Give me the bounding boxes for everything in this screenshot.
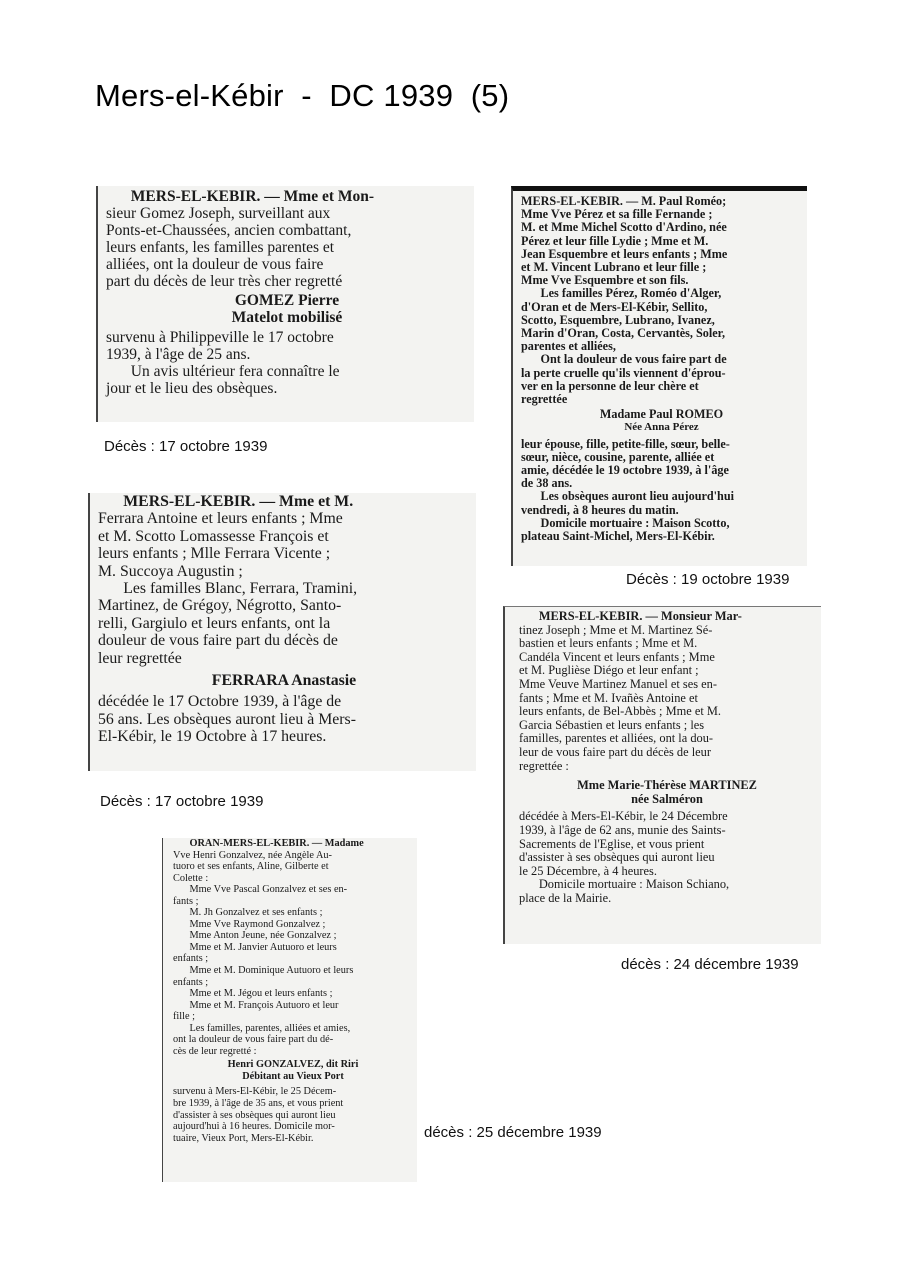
clip-line: Ponts-et-Chaussées, ancien combattant, <box>106 222 352 240</box>
clip-line: tuaire, Vieux Port, Mers-El-Kébir. <box>173 1132 314 1144</box>
clip-caption: Décès : 17 octobre 1939 <box>100 793 264 810</box>
clip-line: Jean Esquembre et leurs enfants ; Mme <box>521 246 728 261</box>
clip-line: et M. Scotto Lomassesse François et <box>98 527 329 545</box>
clip-line: bre 1939, à l'âge de 35 ans, et vous prient <box>173 1098 344 1110</box>
obituary-clipping-romeo <box>511 186 807 566</box>
clip-caption: Décès : 17 octobre 1939 <box>104 438 268 455</box>
clip-line: bastien et leurs enfants ; Mme et M. <box>519 636 698 651</box>
clip-line: et M. Puglièse Diégo et leur enfant ; <box>519 663 699 678</box>
clip-line: Sacrements de l'Eglise, et vous prient <box>519 836 705 851</box>
deceased-name: Henri GONZALVEZ, dit Riri <box>227 1059 359 1071</box>
clip-line: tuoro et ses enfants, Aline, Gilberte et <box>173 861 329 873</box>
clip-line: d'assister à ses obsèques qui auront lieu <box>519 850 715 865</box>
clip-line: vendredi, à 8 heures du matin. <box>521 502 679 517</box>
clip-caption: décès : 25 décembre 1939 <box>424 1124 602 1141</box>
clip-line: part du décès de leur très cher regretté <box>106 273 343 291</box>
clip-line: Vve Henri Gonzalvez, née Angèle Au- <box>173 849 332 861</box>
clip-line: leurs enfants ; Mlle Ferrara Vicente ; <box>98 545 331 563</box>
deceased-subtitle: Née Anna Pérez <box>624 421 699 434</box>
obituary-clipping-martinez <box>503 606 821 944</box>
clip-line: sœur, nièce, cousine, parente, alliée et <box>521 449 715 464</box>
clip-line: aujourd'hui à 16 heures. Domicile mor- <box>173 1121 335 1133</box>
clip-line: MERS-EL-KEBIR. — Monsieur Mar- <box>538 609 742 623</box>
clip-line: El-Kébir, le 19 Octobre à 17 heures. <box>98 728 327 746</box>
clip-line: le 25 Décembre, à 4 heures. <box>519 863 657 878</box>
clip-line: 1939, à l'âge de 62 ans, munie des Saints- <box>519 822 726 837</box>
clip-line: Mme Vve Pérez et sa fille Fernande ; <box>521 207 713 222</box>
clip-caption: décès : 24 décembre 1939 <box>621 956 799 973</box>
clip-line: ORAN-MERS-EL-KEBIR. — Madame <box>189 838 364 849</box>
clip-line: relli, Gargiulo et leurs enfants, ont la <box>98 614 331 632</box>
clip-line: Mme et M. Dominique Autuoro et leurs <box>189 965 354 977</box>
clip-line: leur épouse, fille, petite-fille, sœur, belle- <box>521 436 730 451</box>
clip-line: M. et Mme Michel Scotto d'Ardino, née <box>521 220 727 235</box>
clip-line: familles, parentes et alliées, ont la dou- <box>519 731 714 746</box>
clip-line: Les obsèques auront lieu aujourd'hui <box>540 489 734 504</box>
clip-line: M. Jh Gonzalvez et ses enfants ; <box>189 907 323 919</box>
deceased-subtitle: Débitant au Vieux Port <box>242 1070 344 1082</box>
page-title: Mers-el-Kébir - DC 1939 (5) <box>95 78 510 113</box>
clip-line: 1939, à l'âge de 25 ans. <box>106 345 251 363</box>
deceased-subtitle: née Salméron <box>631 791 703 806</box>
clip-line: Les familles, parentes, alliées et amies, <box>189 1022 351 1034</box>
obituary-clipping-gonzalvez <box>162 838 417 1182</box>
clip-line: enfants ; <box>173 976 209 988</box>
clip-line: d'assister à ses obsèques qui auront lieu <box>173 1109 336 1121</box>
clip-line: douleur de vous faire part du décès de <box>98 632 338 650</box>
clip-line: Martinez, de Grégoy, Négrotto, Santo- <box>98 597 342 615</box>
clip-caption: Décès : 19 octobre 1939 <box>626 571 790 588</box>
clip-line: Ont la douleur de vous faire part de <box>540 352 727 367</box>
clip-line: enfants ; <box>173 953 209 965</box>
clip-line: leur de vous faire part du décès de leur <box>519 744 711 759</box>
clip-line: sieur Gomez Joseph, surveillant aux <box>106 205 331 223</box>
deceased-subtitle: Matelot mobilisé <box>231 308 343 326</box>
obituary-clipping-gomez <box>96 186 474 422</box>
obituary-clipping-ferrara <box>88 493 476 771</box>
clip-line: Mme et M. Jégou et leurs enfants ; <box>189 988 333 1000</box>
clip-line: leur regrettée <box>98 649 182 667</box>
clip-line: Mme Vve Raymond Gonzalvez ; <box>189 918 326 930</box>
clip-line: fille ; <box>173 1011 196 1023</box>
clip-line: Candéla Vincent et leurs enfants ; Mme <box>519 649 715 664</box>
clip-line: décédée le 17 Octobre 1939, à l'âge de <box>98 693 342 711</box>
clip-line: ver en la personne de leur chère et <box>521 378 699 393</box>
clip-line: Domicile mortuaire : Maison Schiano, <box>538 877 730 892</box>
clip-line: de 38 ans. <box>521 476 573 491</box>
clip-line: Scotto, Esquembre, Lubrano, Ivanez, <box>521 312 715 327</box>
clip-line: MERS-EL-KEBIR. — Mme et M. <box>123 493 354 510</box>
clip-line: Mme Anton Jeune, née Gonzalvez ; <box>189 930 337 942</box>
clip-line: Les familles Pérez, Roméo d'Alger, <box>540 286 722 301</box>
clip-line: Marin d'Oran, Costa, Cervantès, Soler, <box>521 326 726 341</box>
clip-line: survenu à Philippeville le 17 octobre <box>106 328 334 346</box>
clip-line: regrettée <box>521 392 568 407</box>
clip-line: Colette : <box>173 872 209 884</box>
clip-line: Mme Vve Pascal Gonzalvez et ses en- <box>189 884 348 896</box>
clip-line: Un avis ultérieur fera connaître le <box>130 362 340 380</box>
clip-line: Les familles Blanc, Ferrara, Tramini, <box>123 580 358 598</box>
clip-line: parentes et alliées, <box>521 339 616 354</box>
clip-line: ont la douleur de vous faire part du dé- <box>173 1034 334 1046</box>
deceased-name: Madame Paul ROMEO <box>599 407 724 422</box>
clip-line: cès de leur regretté : <box>173 1045 257 1057</box>
clip-line: regrettée : <box>519 758 569 773</box>
deceased-name: Mme Marie-Thérèse MARTINEZ <box>577 778 757 793</box>
clip-line: et M. Vincent Lubrano et leur fille ; <box>521 260 707 275</box>
clip-line: d'Oran et de Mers-El-Kébir, Sellito, <box>521 299 708 314</box>
obituary-text <box>106 188 468 291</box>
clip-line: la perte cruelle qu'ils viennent d'éprou- <box>521 365 726 380</box>
clip-line: Mme Vve Esquembre et son fils. <box>521 273 689 288</box>
clip-line: fants ; Mme et M. Ivañès Antoine et <box>519 690 698 705</box>
clip-line: place de la Mairie. <box>519 890 612 905</box>
clip-line: fants ; <box>173 895 199 907</box>
clip-line: 56 ans. Les obsèques auront lieu à Mers- <box>98 710 356 728</box>
clip-line: Pérez et leur fille Lydie ; Mme et M. <box>521 233 709 248</box>
clip-line: alliées, ont la douleur de vous faire <box>106 256 324 274</box>
clip-line: leurs enfants, les familles parentes et <box>106 239 335 257</box>
clip-line: Garcia Sébastien et leurs enfants ; les <box>519 717 705 732</box>
clip-line: Mme et M. Janvier Autuoro et leurs <box>189 941 337 953</box>
clip-line: Domicile mortuaire : Maison Scotto, <box>540 515 730 530</box>
deceased-name: GOMEZ Pierre <box>234 291 340 309</box>
clip-line: Mme et M. François Autuoro et leur <box>189 999 339 1011</box>
clip-line: Mme Veuve Martinez Manuel et ses en- <box>519 676 717 691</box>
clip-line: plateau Saint-Michel, Mers-El-Kébir. <box>521 529 715 544</box>
clip-line: survenu à Mers-El-Kébir, le 25 Décem- <box>173 1086 337 1098</box>
clip-line: M. Succoya Augustin ; <box>98 562 243 580</box>
clip-line: jour et le lieu des obsèques. <box>106 380 278 398</box>
clip-line: MERS-EL-KEBIR. — Mme et Mon- <box>130 188 375 205</box>
clip-line: amie, décédée le 19 octobre 1939, à l'âge <box>521 463 729 478</box>
clip-line: MERS-EL-KEBIR. — M. Paul Roméo; <box>521 194 727 208</box>
deceased-name: FERRARA Anastasie <box>211 672 357 690</box>
clip-line: Ferrara Antoine et leurs enfants ; Mme <box>98 510 343 528</box>
clip-line: leurs enfants, de Bel-Abbès ; Mme et M. <box>519 704 721 719</box>
clip-line: décédée à Mers-El-Kébir, le 24 Décembre <box>519 809 728 824</box>
clip-line: tinez Joseph ; Mme et M. Martinez Sé- <box>519 622 713 637</box>
